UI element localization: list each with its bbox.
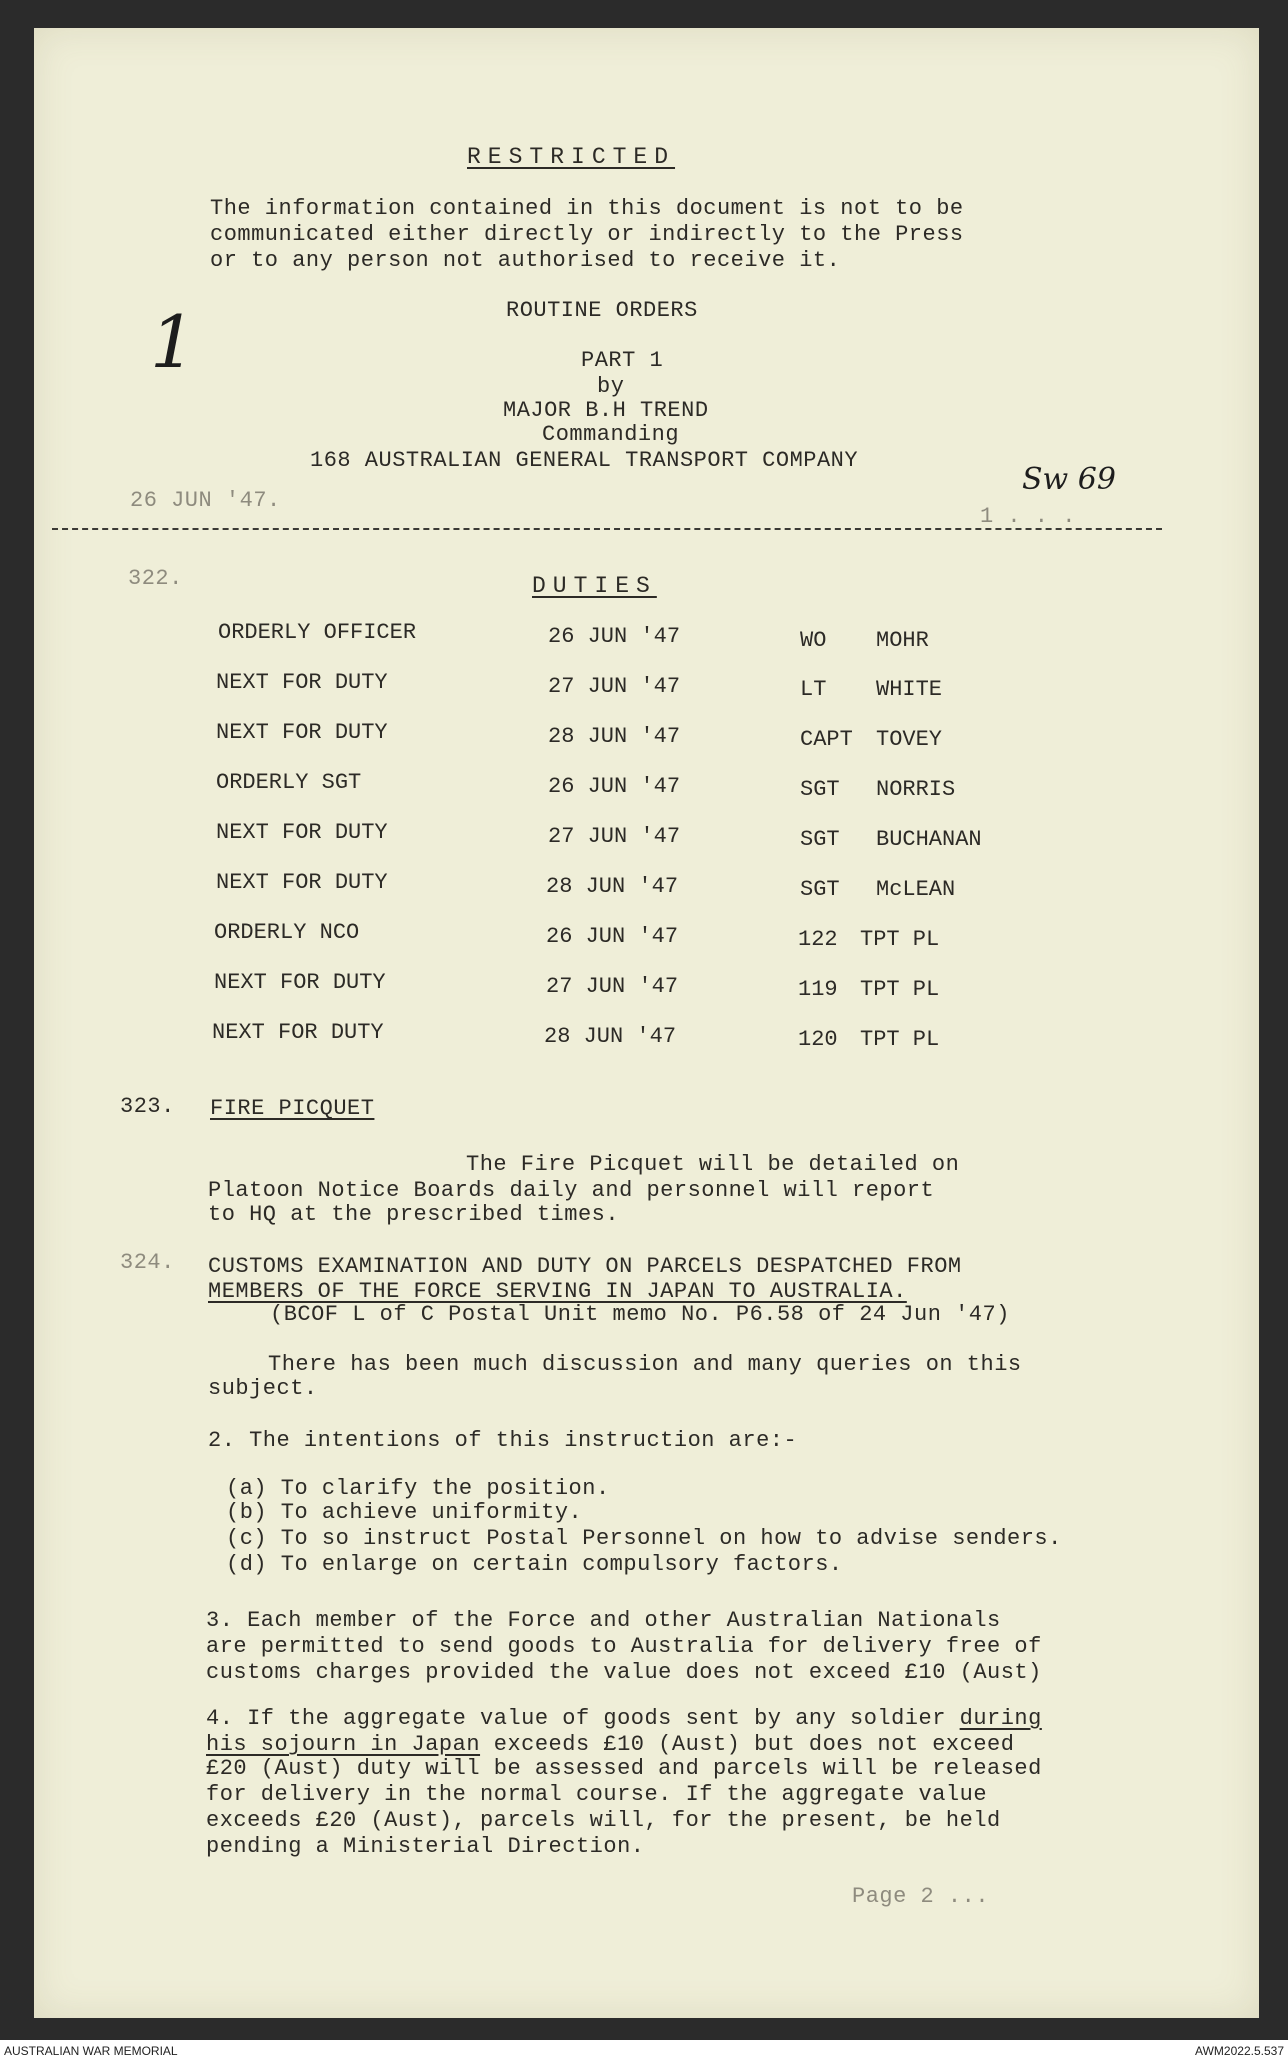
duty-date: 27 JUN '47 (546, 974, 679, 999)
duty-name: MOHR (876, 628, 929, 653)
duty-rank: LT (800, 677, 827, 702)
archive-footer (0, 2040, 1288, 2061)
restriction-notice-line-2: communicated either directly or indirectly to the Press (210, 222, 964, 247)
restriction-notice-line-1: The information contained in this document is not to be (210, 196, 964, 221)
duties-heading: DUTIES (532, 573, 657, 599)
duty-rank: 122 (798, 927, 838, 952)
part-number: PART 1 (581, 348, 664, 373)
customs-para-3-line-1: 3. Each member of the Force and other Australian Nationals (206, 1608, 1001, 1633)
duty-rank: SGT (800, 777, 840, 802)
duty-rank: 120 (798, 1027, 838, 1052)
duty-role: NEXT FOR DUTY (212, 1020, 384, 1045)
fire-picquet-line-3: to HQ at the prescribed times. (208, 1202, 620, 1227)
handwritten-reference: Sw 69 (1022, 462, 1116, 497)
customs-item-a: (a) To clarify the position. (226, 1476, 610, 1501)
unit-name: 168 AUSTRALIAN GENERAL TRANSPORT COMPANY (310, 448, 859, 473)
customs-para-2: 2. The intentions of this instruction are:- (208, 1428, 798, 1453)
duty-role: ORDERLY SGT (216, 770, 362, 795)
para-4-underlined: his sojourn in Japan (206, 1732, 481, 1757)
continuation-note: Page 2 ... (852, 1884, 990, 1909)
document-title: ROUTINE ORDERS (506, 298, 698, 323)
duty-rank: SGT (800, 877, 840, 902)
duty-name: WHITE (876, 677, 943, 702)
customs-para-3-line-2: are permitted to send goods to Australia for delivery free of (206, 1634, 1042, 1659)
commander-name: MAJOR B.H TREND (503, 398, 709, 423)
duty-name: NORRIS (876, 777, 956, 802)
duty-rank: 119 (798, 977, 838, 1002)
duty-role: ORDERLY NCO (214, 920, 360, 945)
customs-heading-line-2: MEMBERS OF THE FORCE SERVING IN JAPAN TO AUSTRALIA. (208, 1279, 907, 1304)
duty-name: TPT PL (860, 927, 940, 952)
duty-name: BUCHANAN (876, 827, 982, 852)
section-divider (52, 528, 1162, 530)
duty-date: 26 JUN '47 (548, 624, 681, 649)
duty-role: NEXT FOR DUTY (216, 670, 388, 695)
duty-role: ORDERLY OFFICER (218, 620, 417, 645)
duty-role: NEXT FOR DUTY (214, 970, 386, 995)
fire-picquet-line-1: The Fire Picquet will be detailed on (466, 1152, 960, 1177)
fire-picquet-line-2: Platoon Notice Boards daily and personnel will report (208, 1178, 935, 1203)
para-4-underlined: during (959, 1706, 1042, 1731)
customs-intro-line-2: subject. (208, 1376, 318, 1401)
page-reference: 1 . . . (980, 504, 1076, 529)
fire-picquet-heading: FIRE PICQUET (210, 1096, 375, 1121)
fire-picquet-number: 323. (120, 1094, 175, 1119)
duty-rank: WO (800, 628, 827, 653)
restriction-notice-line-3: or to any person not authorised to receive it. (210, 248, 841, 273)
customs-item-c: (c) To so instruct Postal Personnel on how to advise senders. (226, 1526, 1062, 1551)
customs-item-b: (b) To achieve uniformity. (226, 1500, 583, 1525)
by-label: by (597, 374, 625, 399)
classification-heading: RESTRICTED (467, 144, 676, 170)
customs-reference: (BCOF L of C Postal Unit memo No. P6.58 of 24 Jun '47) (270, 1302, 1010, 1327)
para-4-text: 4. If the aggregate value of goods sent by any soldier (206, 1706, 960, 1731)
duty-date: 28 JUN '47 (548, 724, 681, 749)
duty-name: TPT PL (860, 1027, 940, 1052)
duty-rank: SGT (800, 827, 840, 852)
duty-role: NEXT FOR DUTY (216, 720, 388, 745)
duty-date: 27 JUN '47 (548, 674, 681, 699)
commanding-label: Commanding (542, 422, 680, 447)
duty-date: 28 JUN '47 (546, 874, 679, 899)
customs-para-4-line-3: £20 (Aust) duty will be assessed and parcels will be released (206, 1756, 1042, 1781)
duty-rank: CAPT (800, 727, 853, 752)
customs-intro-line-1: There has been much discussion and many queries on this (268, 1352, 1022, 1377)
duty-name: McLEAN (876, 877, 956, 902)
duty-name: TPT PL (860, 977, 940, 1002)
customs-para-4-line-1 (206, 1706, 1042, 1731)
duty-date: 26 JUN '47 (546, 924, 679, 949)
duty-date: 26 JUN '47 (548, 774, 681, 799)
duty-role: NEXT FOR DUTY (216, 820, 388, 845)
order-date: 26 JUN '47. (130, 488, 281, 513)
duty-role: NEXT FOR DUTY (216, 870, 388, 895)
duties-number: 322. (128, 566, 183, 591)
duty-date: 27 JUN '47 (548, 824, 681, 849)
customs-item-d: (d) To enlarge on certain compulsory factors. (226, 1552, 843, 1577)
duty-date: 28 JUN '47 (544, 1024, 677, 1049)
customs-para-4-line-6: pending a Ministerial Direction. (206, 1834, 645, 1859)
handwritten-mark: 1 (150, 300, 196, 384)
duty-name: TOVEY (876, 727, 943, 752)
archive-id: AWM2022.5.537 (1195, 2044, 1284, 2058)
customs-para-3-line-3: customs charges provided the value does not exceed £10 (Aust) (206, 1660, 1042, 1685)
para-4-text: exceeds £10 (Aust) but does not exceed (480, 1732, 1015, 1757)
customs-para-4-line-5: exceeds £20 (Aust), parcels will, for the present, be held (206, 1808, 1001, 1833)
customs-para-4-line-2 (206, 1732, 1014, 1757)
customs-heading-line-1: CUSTOMS EXAMINATION AND DUTY ON PARCELS DESPATCHED FROM (208, 1254, 962, 1279)
archive-name: AUSTRALIAN WAR MEMORIAL (4, 2044, 178, 2058)
customs-para-4-line-4: for delivery in the normal course. If the aggregate value (206, 1782, 988, 1807)
customs-number: 324. (120, 1250, 175, 1275)
